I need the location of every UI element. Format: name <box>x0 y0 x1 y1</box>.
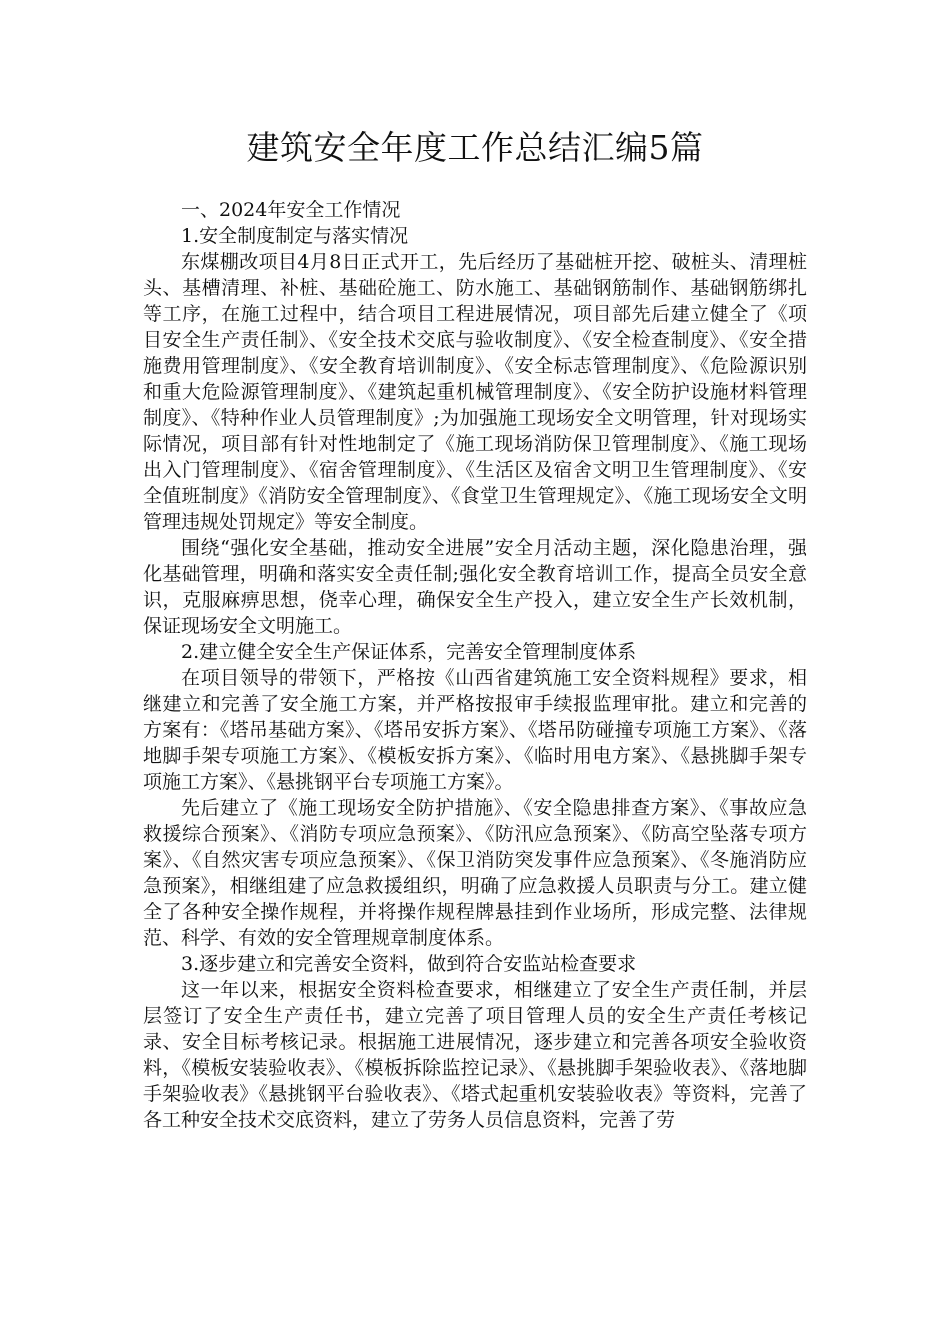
body-paragraph: 这一年以来，根据安全资料检查要求，相继建立了安全生产责任制，并层层签订了安全生产责任书，建立完善了项目管理人员的安全生产责任考核记录、安全目标考核记录。根据施工进展情况，逐步建立和完善各项安全验收资料，《模板安装验收表》、《模板拆除监控记录》、《悬挑脚手架验收表》、《落地脚手架验收表》《悬挑钢平台验收表》、《塔式起重机安装验收表》等资料，完善了各工种安全技术交底资料，建立了劳务人员信息资料，完善了劳 <box>143 979 807 1131</box>
body-paragraph: 围绕“强化安全基础，推动安全进展”安全月活动主题，深化隐患治理，强化基础管理，明确和落实安全责任制;强化安全教育培训工作，提高全员安全意识，克服麻痹思想，侥幸心理，确保安全生产投入，建立安全生产长效机制，保证现场安全文明施工。 <box>143 537 807 637</box>
body-paragraph: 在项目领导的带领下，严格按《山西省建筑施工安全资料规程》要求，相继建立和完善了安全施工方案，并严格按报审手续报监理审批。建立和完善的方案有：《塔吊基础方案》、《塔吊安拆方案》、《塔吊防碰撞专项施工方案》、《落地脚手架专项施工方案》、《模板安拆方案》、《临时用电方案》、《悬挑脚手架专项施工方案》、《悬挑钢平台专项施工方案》。 <box>143 667 807 793</box>
section-heading: 一、2024年安全工作情况 <box>181 199 401 221</box>
document-title: 建筑安全年度工作总结汇编5篇 <box>246 128 704 167</box>
document-body <box>143 197 807 1133</box>
subsection-heading: 2.建立健全安全生产保证体系，完善安全管理制度体系 <box>181 641 637 663</box>
body-paragraph: 东煤棚改项目4月8日正式开工，先后经历了基础桩开挖、破桩头、清理桩头、基槽清理、补桩、基础砼施工、防水施工、基础钢筋制作、基础钢筋绑扎等工序，在施工过程中，结合项目工程进展情况，项目部先后建立健全了《项目安全生产责任制》、《安全技术交底与验收制度》、《安全检查制度》、《安全措施费用管理制度》、《安全教育培训制度》、《安全标志管理制度》、《危险源识别和重大危险源管理制度》、《建筑起重机械管理制度》、《安全防护设施材料管理制度》、《特种作业人员管理制度》;为加强施工现场安全文明管理，针对现场实际情况，项目部有针对性地制定了《施工现场消防保卫管理制度》、《施工现场出入门管理制度》、《宿舍管理制度》、《生活区及宿舍文明卫生管理制度》、《安全值班制度》《消防安全管理制度》、《食堂卫生管理规定》、《施工现场安全文明管理违规处罚规定》等安全制度。 <box>143 251 807 533</box>
subsection-heading: 1.安全制度制定与落实情况 <box>181 225 409 247</box>
subsection-heading: 3.逐步建立和完善安全资料，做到符合安监站检查要求 <box>181 953 637 975</box>
body-paragraph: 先后建立了《施工现场安全防护措施》、《安全隐患排查方案》、《事故应急救援综合预案》、《消防专项应急预案》、《防汛应急预案》、《防高空坠落专项方案》、《自然灾害专项应急预案》、《保卫消防突发事件应急预案》、《冬施消防应急预案》，相继组建了应急救援组织，明确了应急救援人员职责与分工。建立健全了各种安全操作规程，并将操作规程牌悬挂到作业场所，形成完整、法律规范、科学、有效的安全管理规章制度体系。 <box>143 797 807 949</box>
